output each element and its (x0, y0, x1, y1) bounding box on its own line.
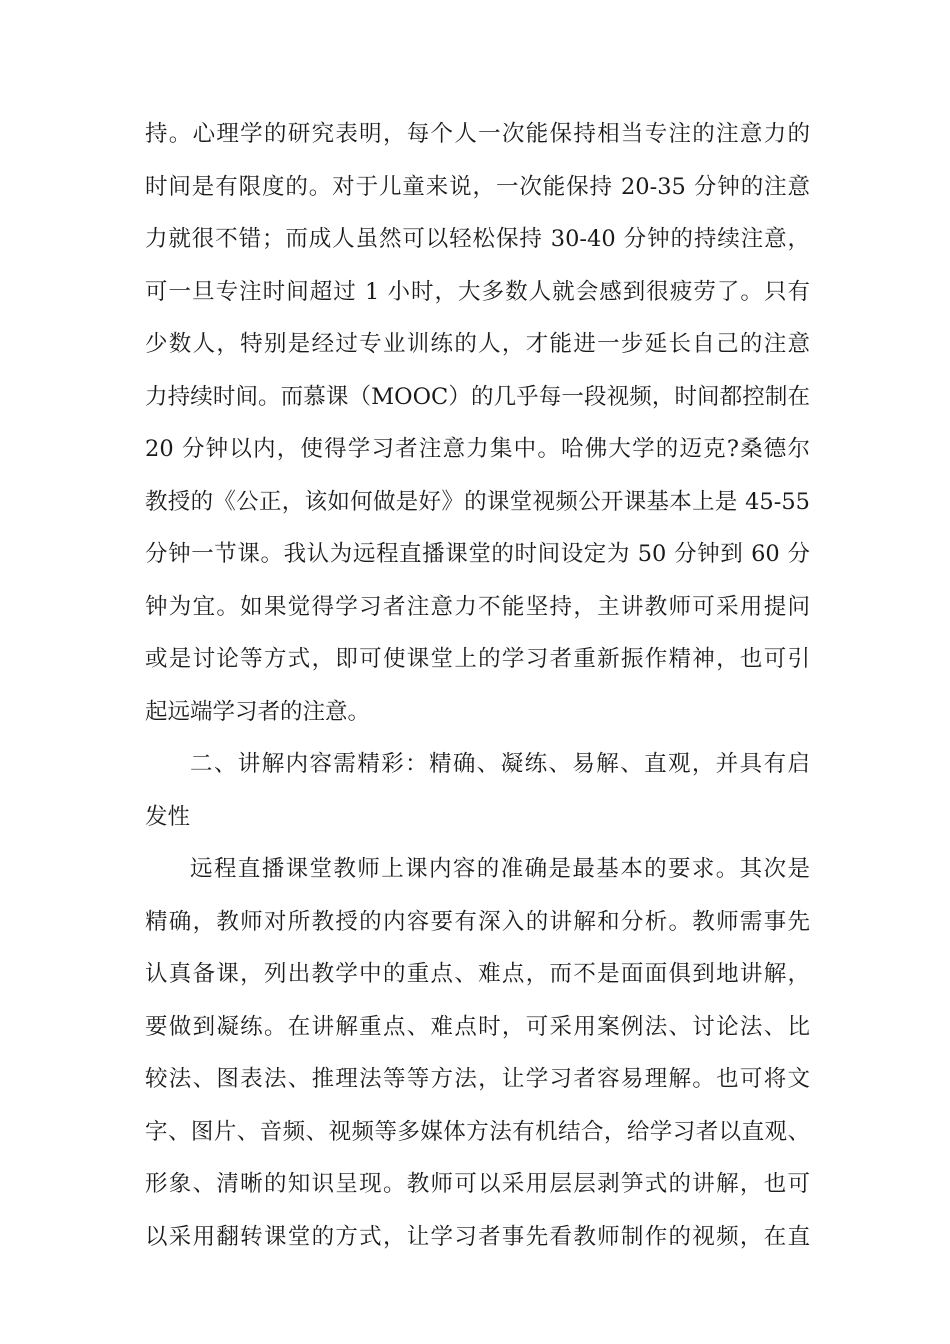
text-line: 或是讨论等方式，即可使课堂上的学习者重新振作精神，也可引 (145, 646, 810, 672)
text-line: 分钟一节课。我认为远程直播课堂的时间设定为 50 分钟到 60 分 (145, 541, 810, 567)
text-line: 力就很不错；而成人虽然可以轻松保持 30-40 分钟的持续注意， (145, 226, 810, 252)
body-text (145, 108, 810, 1263)
text-line: 20 分钟以内，使得学习者注意力集中。哈佛大学的迈克?桑德尔 (145, 436, 810, 462)
text-line: 要做到凝练。在讲解重点、难点时，可采用案例法、讨论法、比 (145, 1013, 810, 1040)
text-line: 起远端学习者的注意。 (145, 698, 371, 725)
section-heading (145, 738, 810, 843)
text-line: 少数人，特别是经过专业训练的人，才能进一步延长自己的注意 (145, 331, 810, 357)
text-line: 持。心理学的研究表明，每个人一次能保持相当专注的注意力的 (145, 121, 810, 147)
text-line: 字、图片、音频、视频等多媒体方法有机结合，给学习者以直观、 (145, 1118, 810, 1145)
text-line: 以采用翻转课堂的方式，让学习者事先看教师制作的视频，在直 (145, 1223, 810, 1250)
text-line: 较法、图表法、推理法等等方法，让学习者容易理解。也可将文 (145, 1066, 810, 1092)
text-line: 时间是有限度的。对于儿童来说，一次能保持 20-35 分钟的注意 (145, 173, 810, 200)
paragraph-content-requirements (145, 843, 810, 1263)
text-line: 形象、清晰的知识呈现。教师可以采用层层剥笋式的讲解，也可 (145, 1171, 810, 1197)
text-line: 教授的《公正，该如何做是好》的课堂视频公开课基本上是 45-55 (145, 488, 810, 515)
text-line: 认真备课，列出教学中的重点、难点，而不是面面俱到地讲解， (145, 961, 810, 987)
text-line: 钟为宜。如果觉得学习者注意力不能坚持，主讲教师可采用提问 (145, 593, 810, 620)
text-line: 二、讲解内容需精彩：精确、凝练、易解、直观，并具有启 (190, 751, 810, 777)
text-line: 力持续时间。而慕课（MOOC）的几乎每一段视频，时间都控制在 (145, 383, 810, 410)
paragraph-attention-span (145, 108, 810, 738)
text-line: 精确，教师对所教授的内容要有深入的讲解和分析。教师需事先 (145, 908, 810, 935)
text-line: 远程直播课堂教师上课内容的准确是最基本的要求。其次是 (190, 856, 810, 882)
text-line: 可一旦专注时间超过 1 小时，大多数人就会感到很疲劳了。只有 (145, 278, 810, 305)
text-line: 发性 (145, 803, 191, 830)
